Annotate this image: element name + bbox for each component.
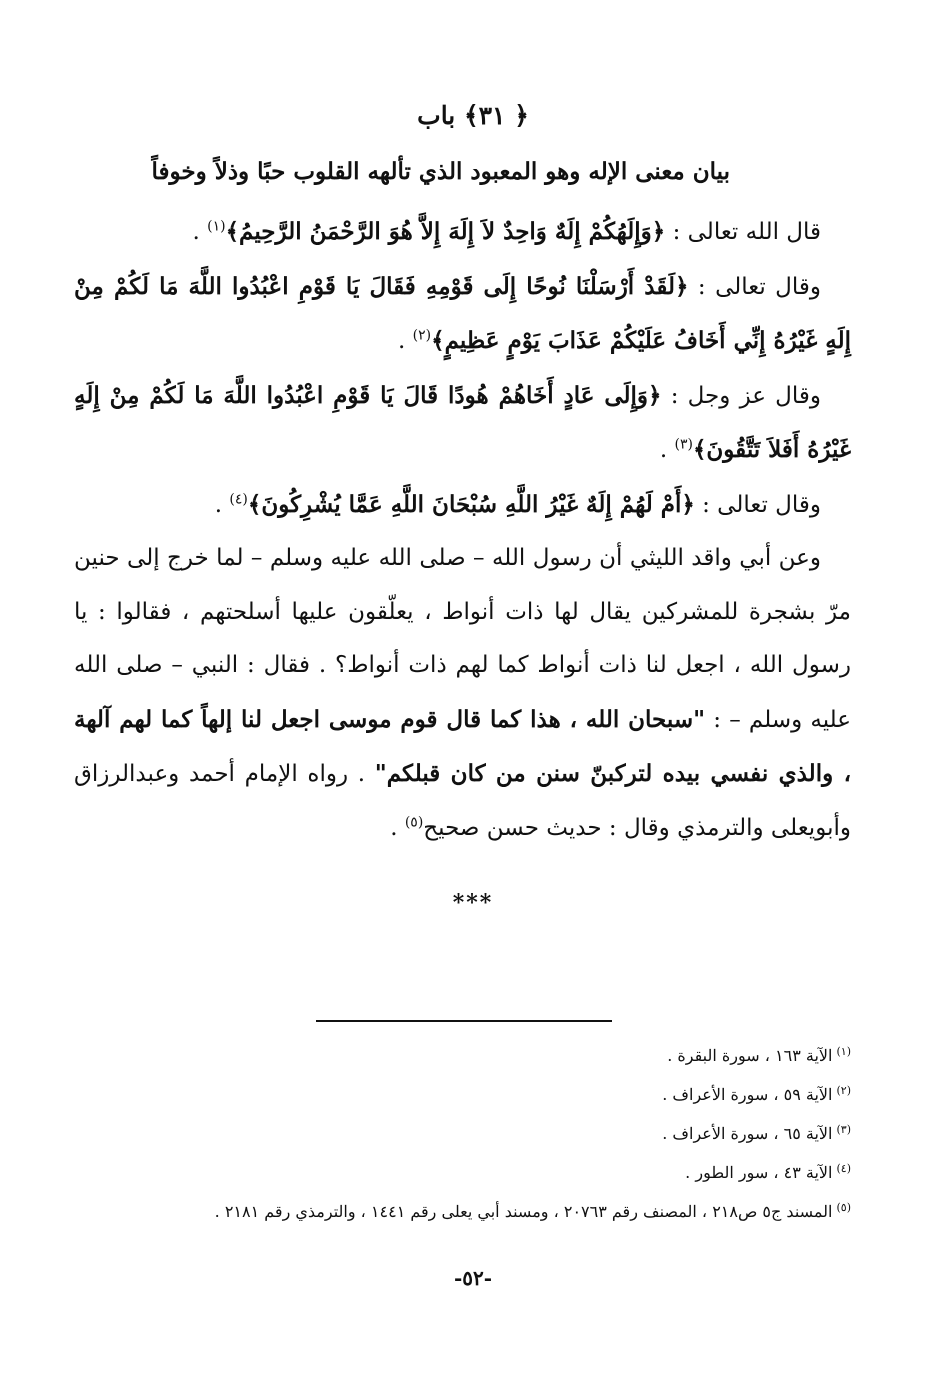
footnote-reference: (٢) bbox=[412, 327, 432, 344]
body-text bbox=[74, 205, 851, 855]
footnote-5 bbox=[95, 1192, 851, 1231]
footnote-number: (٣) bbox=[836, 1122, 851, 1136]
paragraph-intro: وقال تعالى : bbox=[688, 273, 822, 300]
footnote-3 bbox=[95, 1114, 851, 1153]
paragraph-2 bbox=[74, 260, 851, 369]
footnote-reference: (٤) bbox=[229, 490, 248, 507]
chapter-title: ﴿ ٣١﴾ باب bbox=[417, 101, 529, 130]
footnote-number: (٤) bbox=[836, 1161, 851, 1175]
footnote-text: المسند ج٥ ص٢١٨ ، المصنف رقم ٢٠٧٦٣ ، ومسند أبي يعلى رقم ١٤٤١ ، والترمذي رقم ٢١٨١ . bbox=[214, 1202, 833, 1221]
quran-verse: ﴿وَإِلَى عَادٍ أَخَاهُمْ هُودًا قَالَ يَا قَوْمِ اعْبُدُوا اللَّهَ مَا لَكُمْ مِنْ إِلَهٍ غَيْرُهُ أَفَلاَ تَتَّقُونَ﴾ bbox=[74, 381, 851, 463]
paragraph-intro: وقال عز وجل : bbox=[661, 382, 821, 409]
footnote-4 bbox=[95, 1153, 851, 1192]
footnote-reference: (١) bbox=[207, 218, 226, 235]
quran-verse: ﴿وَإِلَهُكُمْ إِلَهٌ وَاحِدٌ لاَ إِلَهَ إِلاَّ هُوَ الرَّحْمَنُ الرَّحِيمُ﴾ bbox=[225, 218, 666, 245]
quran-verse: ﴿لَقَدْ أَرْسَلْنَا نُوحًا إِلَى قَوْمِهِ فَقَالَ يَا قَوْمِ اعْبُدُوا اللَّهَ مَا لَكُمْ مِنْ إِلَهٍ غَيْرُهُ إِنِّي أَخَافُ عَلَيْكُمْ عَذَابَ يَوْمٍ عَظِيمٍ﴾ bbox=[74, 272, 851, 354]
paragraph-end: . bbox=[192, 219, 208, 245]
footnote-reference: (٣) bbox=[674, 436, 693, 453]
paragraph-end: . bbox=[398, 328, 413, 354]
chapter-subtitle: بيان معنى الإله وهو المعبود الذي تألهه القلوب حبًا وذلاً وخوفاً bbox=[151, 158, 730, 185]
paragraph-intro: وعن أبي واقد الليثي أن رسول الله – صلى الله عليه وسلم – لما خرج إلى حنين مرّ بشجرة للمشركين يقال لها ذات أنواط ، يعلّقون عليها أسلحتهم ، فقالوا : يا رسول الله ، اجعل لنا ذات أنواط كما لهم ذات أنواط؟ . فقال : النبي – صلى الله عليه وسلم – : bbox=[74, 545, 852, 733]
footnote-text: الآية ٦٥ ، سورة الأعراف . bbox=[662, 1124, 833, 1143]
footnote-divider bbox=[316, 1020, 612, 1022]
paragraph-end: . bbox=[659, 437, 675, 463]
hadith-quote: "سبحان الله ، هذا كما قال قوم موسى اجعل لنا إلهاً كما لهم آلهة ، والذي نفسي بيده لتركبنّ سنن من كان قبلكم" bbox=[74, 705, 851, 787]
page-number: -٥٢- bbox=[453, 1266, 493, 1290]
footnote-number: (٢) bbox=[836, 1083, 851, 1097]
footnote-number: (١) bbox=[836, 1044, 851, 1058]
footnote-2 bbox=[95, 1075, 851, 1114]
quran-verse: ﴿أَمْ لَهُمْ إِلَهٌ غَيْرُ اللَّهِ سُبْحَانَ اللَّهِ عَمَّا يُشْرِكُونَ﴾ bbox=[247, 490, 695, 518]
footnotes bbox=[95, 1036, 851, 1231]
section-separator: *** bbox=[452, 890, 494, 916]
footnote-reference: (٥) bbox=[404, 813, 424, 830]
footnote-number: (٥) bbox=[836, 1200, 851, 1214]
paragraph-intro: وقال تعالى : bbox=[694, 491, 821, 518]
paragraph-5 bbox=[74, 532, 851, 855]
footnote-text: الآية ٤٣ ، سور الطور . bbox=[685, 1163, 833, 1182]
paragraph-end: . bbox=[214, 491, 230, 518]
footnote-text: الآية ٥٩ ، سورة الأعراف . bbox=[662, 1085, 833, 1104]
paragraph-3 bbox=[74, 369, 851, 478]
footnote-1 bbox=[95, 1036, 851, 1075]
paragraph-rest: . رواه الإمام أحمد وعبدالرزاق وأبويعلى والترمذي وقال : حديث حسن صحيح bbox=[74, 761, 851, 841]
paragraph-intro: قال الله تعالى : bbox=[665, 219, 821, 245]
footnote-text: الآية ١٦٣ ، سورة البقرة . bbox=[667, 1046, 833, 1065]
paragraph-end: . bbox=[390, 814, 405, 841]
paragraph-4 bbox=[74, 478, 851, 533]
paragraph-1 bbox=[74, 205, 851, 260]
